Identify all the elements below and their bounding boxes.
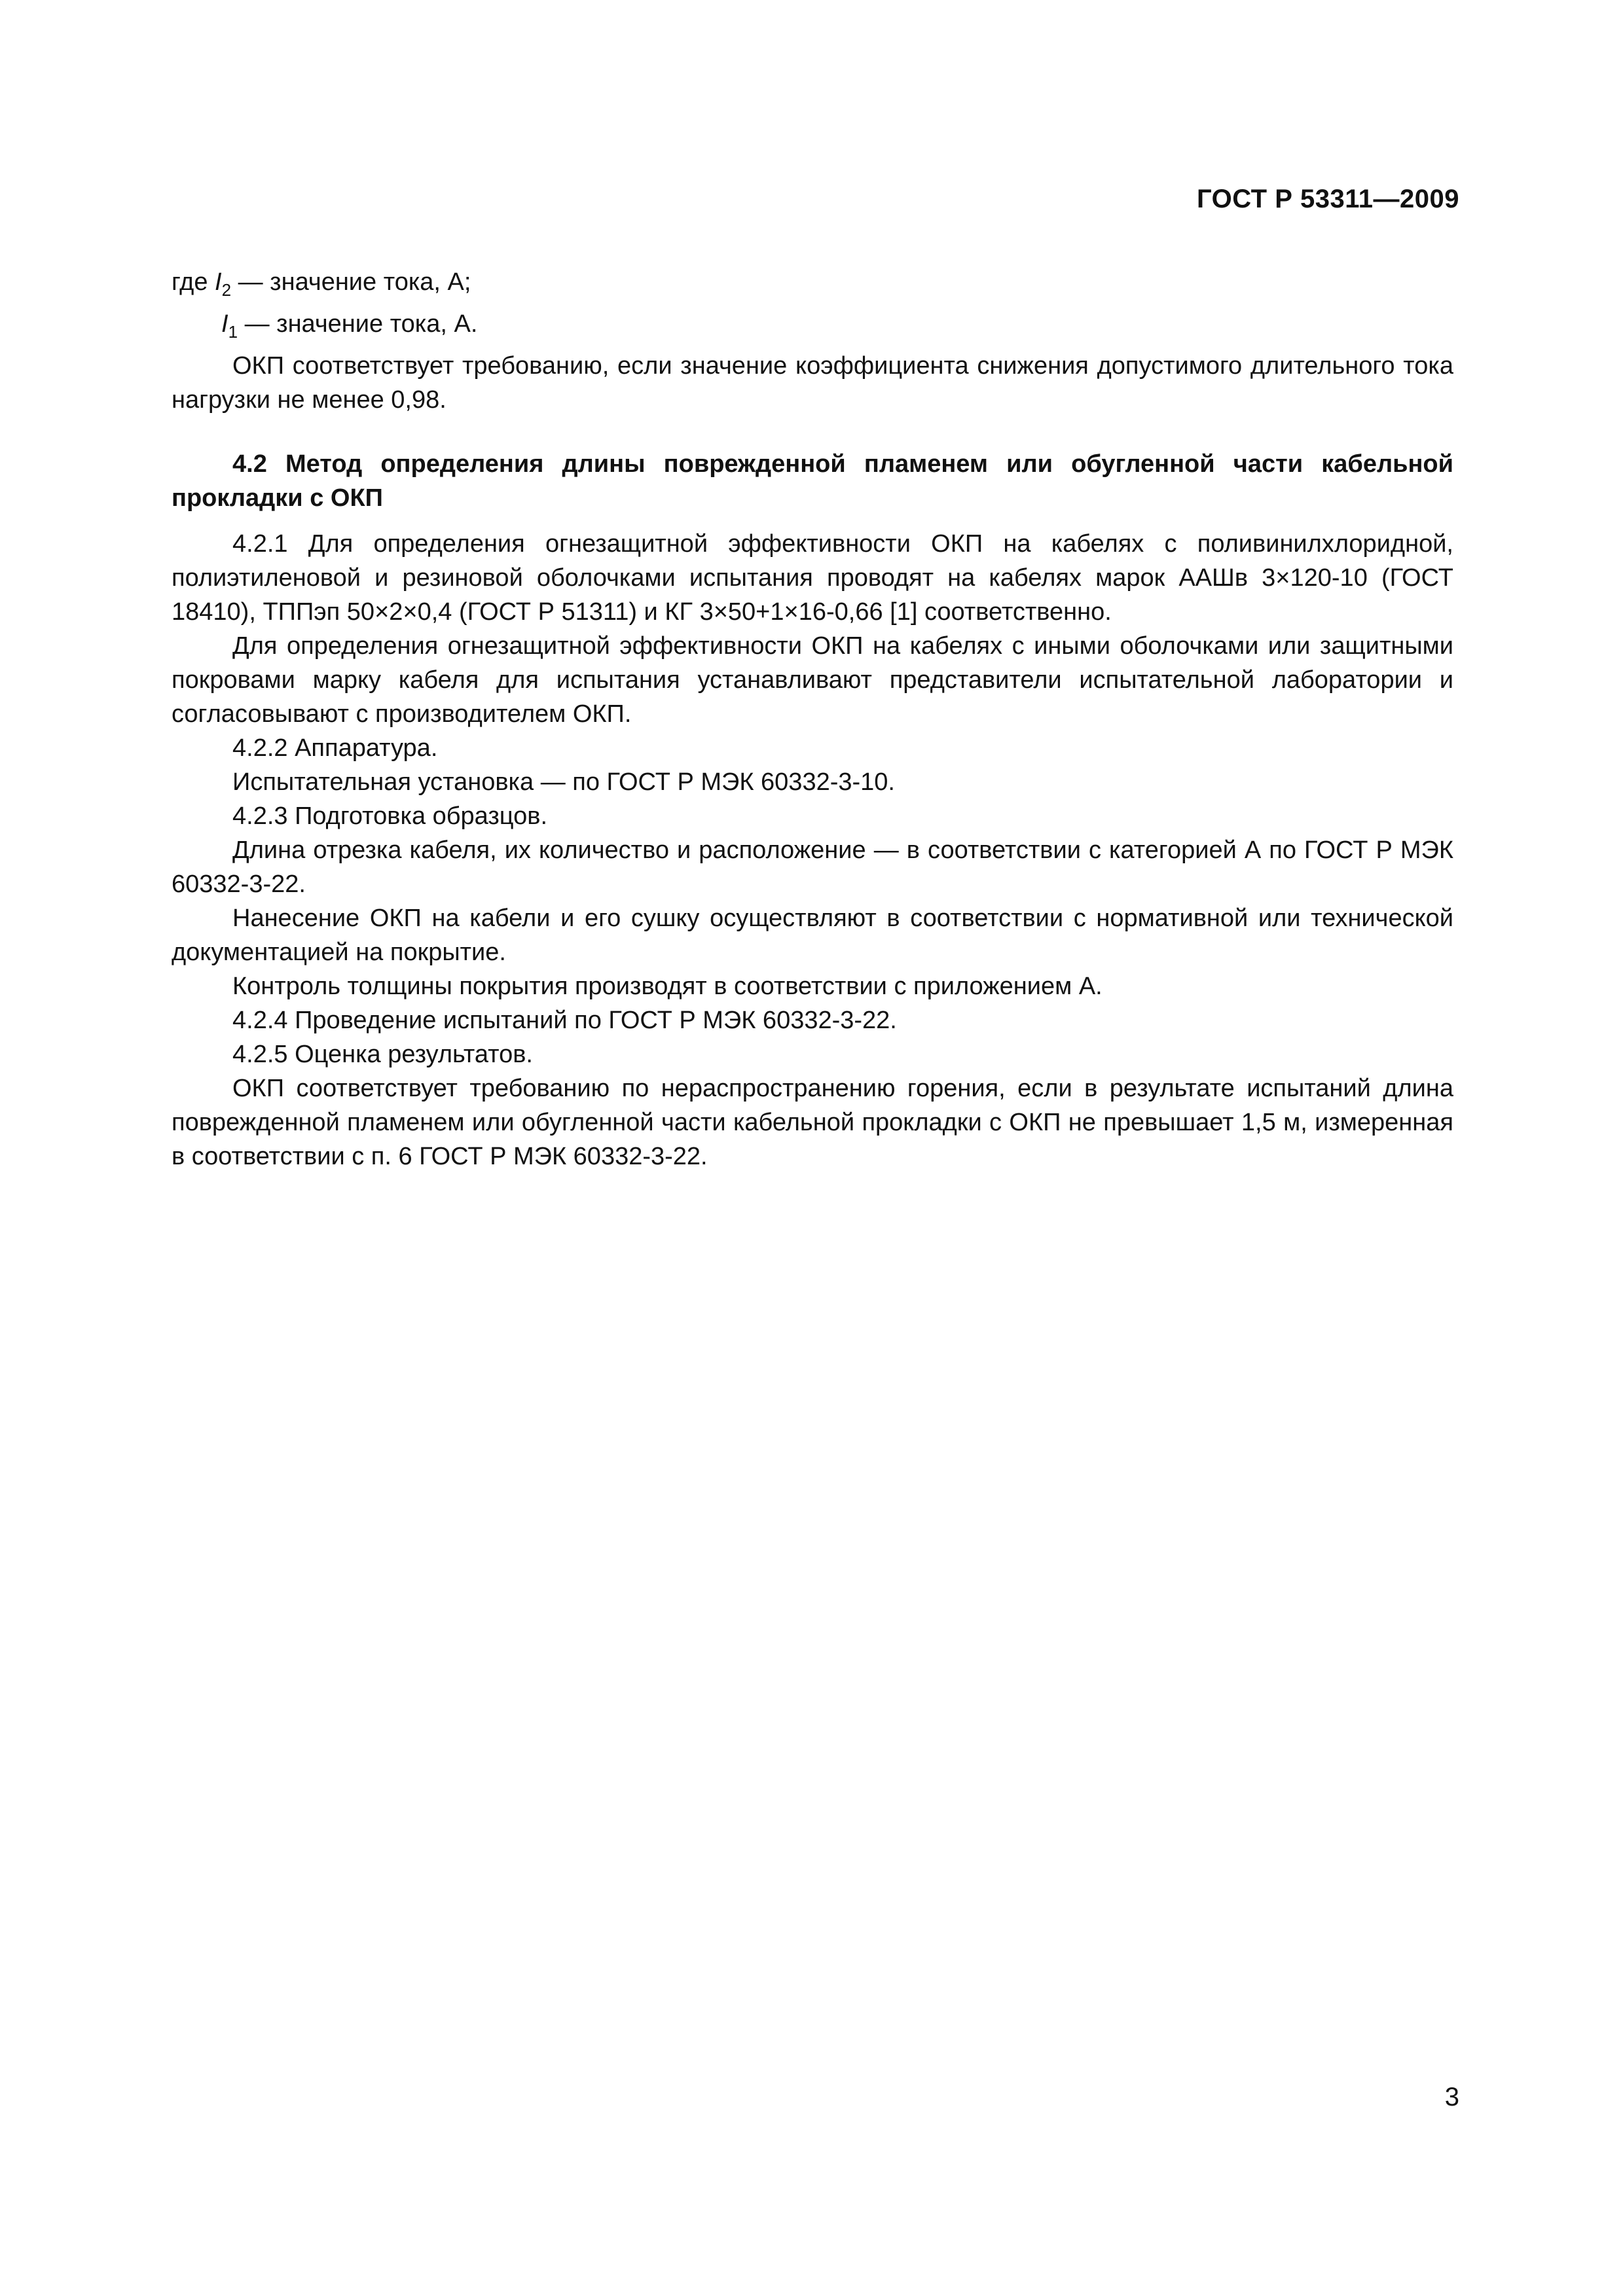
paragraph-result: ОКП соответствует требованию по нераспространению горения, если в результате испытаний длина поврежденной пламенем или обугленной части кабельной прокладки с ОКП не превышает 1,5 м, измеренная в соответствии с п. 6 ГОСТ Р МЭК 60332-3-22. [172, 1075, 1453, 1170]
paragraph-4-2-5: 4.2.5 Оценка результатов. [232, 1041, 533, 1068]
page-number: 3 [1444, 2083, 1459, 2111]
where-word: где [172, 268, 208, 296]
symbol-i2-description: — значение тока, А; [238, 268, 471, 296]
paragraph-4-2-1: 4.2.1 Для определения огнезащитной эффективности ОКП на кабелях с поливинилхлоридной, полиэтиленовой и резиновой оболочками испытания проводят на кабелях марок ААШв 3×120-10 (ГОСТ 18410), ТППэп 50×2×0,4 (ГОСТ Р 51311) и КГ 3×50+1×16-0,66 [1] соответственно. [172, 530, 1453, 626]
symbol-i1-description: — значение тока, А. [244, 310, 478, 338]
paragraph-application: Нанесение ОКП на кабели и его сушку осуществляют в соответствии с нормативной или технической документацией на покрытие. [172, 905, 1453, 966]
symbol-i2: $I_2$ [215, 268, 232, 300]
paragraph-4-2-2: 4.2.2 Аппаратура. [232, 734, 438, 762]
paragraph-length: Длина отрезка кабеля, их количество и расположение — в соответствии с категорией А по ГОСТ Р МЭК 60332-3-22. [172, 836, 1453, 898]
document-body [172, 265, 1453, 1174]
section-heading-4-2: 4.2 Метод определения длины поврежденной пламенем или обугленной части кабельной прокладки с ОКП [172, 450, 1453, 512]
paragraph-4-2-4: 4.2.4 Проведение испытаний по ГОСТ Р МЭК 60332-3-22. [232, 1007, 897, 1034]
formula-legend-line-1 [172, 265, 1453, 307]
paragraph-requirement: ОКП соответствует требованию, если значение коэффициента снижения допустимого длительного тока нагрузки не менее 0,98. [172, 352, 1453, 414]
symbol-i1: $I_1$ [221, 310, 238, 342]
paragraph-other-cables: Для определения огнезащитной эффективности ОКП на кабелях с иными оболочками или защитными покровами марку кабеля для испытания устанавливают представители испытательной лаборатории и согласовывают с производителем ОКП. [172, 632, 1453, 728]
paragraph-thickness: Контроль толщины покрытия производят в соответствии с приложением А. [232, 973, 1103, 1000]
formula-legend-line-2 [172, 307, 1453, 349]
paragraph-test-setup: Испытательная установка — по ГОСТ Р МЭК 60332-3-10. [232, 768, 895, 796]
document-code-header: ГОСТ Р 53311—2009 [1197, 185, 1459, 213]
paragraph-4-2-3: 4.2.3 Подготовка образцов. [232, 802, 548, 830]
